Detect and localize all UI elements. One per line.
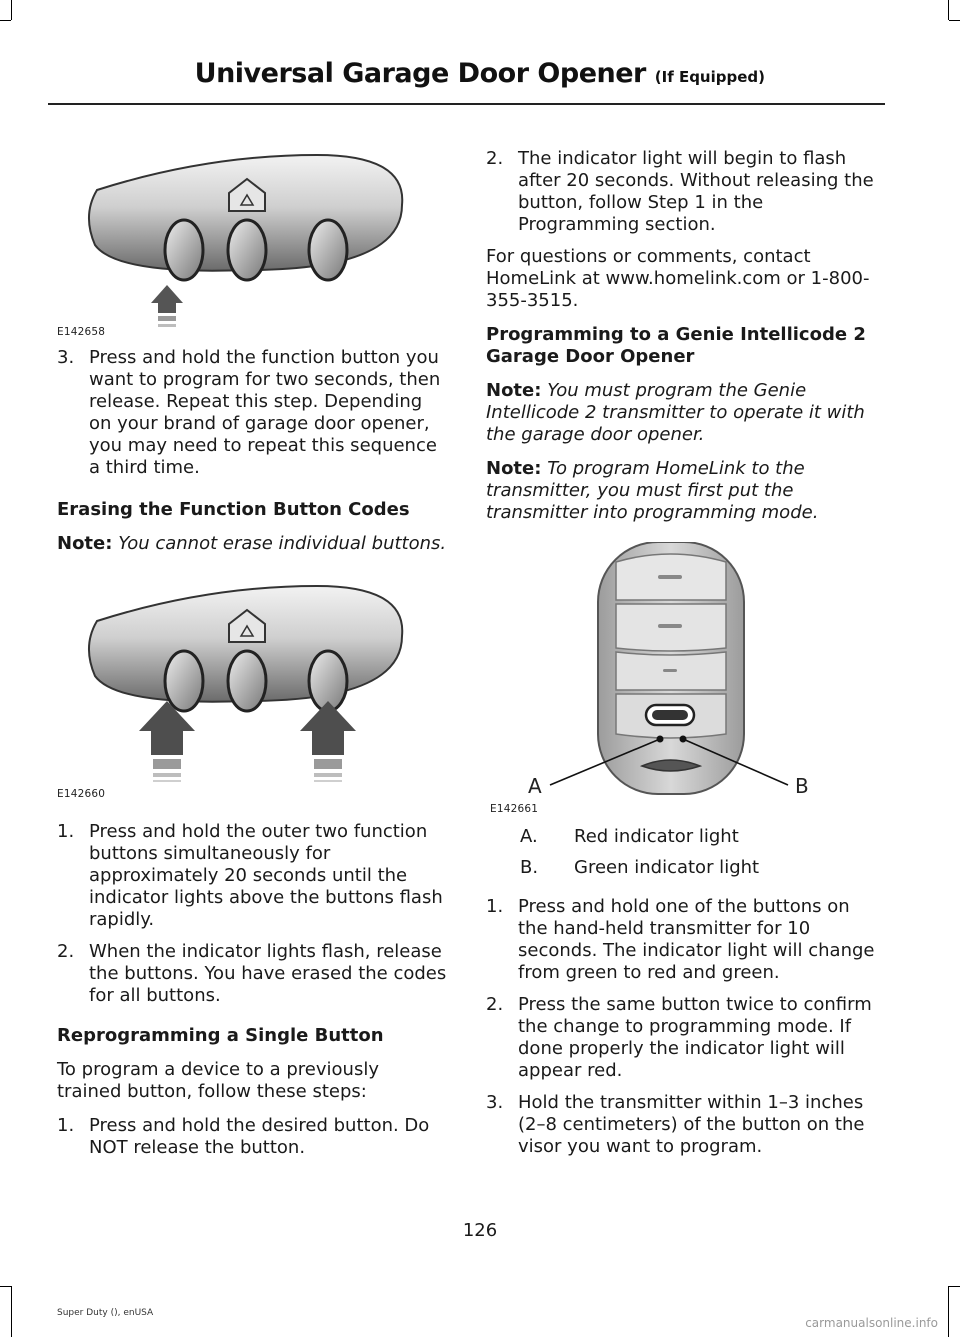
note-text: You must program the Genie Intellicode 2 transmitter to operate it with the garage door opener. <box>486 380 865 445</box>
crop-mark <box>0 20 11 21</box>
note <box>57 533 449 555</box>
right-column <box>486 148 882 1168</box>
list-item <box>57 941 449 1007</box>
list-item <box>486 994 882 1082</box>
figure-code: E142660 <box>57 788 106 800</box>
note <box>486 380 882 446</box>
note-text: To program HomeLink to the transmitter, you must first put the transmitter into programming mode. <box>486 458 819 523</box>
callout-label-a: A <box>528 774 542 798</box>
note-label: Note: <box>486 380 542 401</box>
genie-transmitter-figure <box>486 542 882 815</box>
left-column <box>57 135 449 1169</box>
legend-text: Red indicator light <box>574 826 739 847</box>
paragraph: To program a device to a previously trained button, follow these steps: <box>57 1059 379 1102</box>
step-number: 1. <box>57 821 75 842</box>
figure-code: E142658 <box>57 326 106 338</box>
homelink-figure-two-buttons <box>57 581 449 813</box>
note-text: You cannot erase individual buttons. <box>118 533 447 554</box>
figure-code: E142661 <box>490 803 539 815</box>
section-heading-reprogramming: Reprogramming a Single Button <box>57 1025 384 1046</box>
step-number: 2. <box>57 941 75 962</box>
contact-paragraph: For questions or comments, contact HomeLink at www.homelink.com or 1-800-355-3515. <box>486 246 870 311</box>
note-label: Note: <box>57 533 113 554</box>
crop-mark <box>949 1286 960 1287</box>
list-item <box>57 821 449 931</box>
crop-mark <box>948 0 949 20</box>
page-number: 126 <box>462 1220 498 1241</box>
note-label: Note: <box>486 458 542 479</box>
page-title-subtitle: (If Equipped) <box>654 68 765 86</box>
crop-mark <box>0 1286 11 1287</box>
crop-mark <box>11 0 12 20</box>
callout-label-b: B <box>795 774 809 798</box>
section-heading-genie: Programming to a Genie Intellicode 2 Garage Door Opener <box>486 324 866 367</box>
step-text: Press and hold the outer two function buttons simultaneously for approximately 20 seconds until the indicator lights above the buttons flash rapidly. <box>89 821 443 930</box>
footer-text: Super Duty (), enUSA <box>57 1308 154 1318</box>
note <box>486 458 882 524</box>
step-text: Press and hold the function button you want to program for two seconds, then release. Repeat this step. Depending on your brand of garage door opener, you may need to repeat this sequence a third time. <box>89 347 441 478</box>
crop-mark <box>948 1286 949 1337</box>
homelink-figure-one-button <box>57 135 449 338</box>
crop-mark <box>11 1286 12 1337</box>
genie-transmitter-illustration <box>486 542 882 804</box>
legend-letter: B. <box>520 857 539 878</box>
legend-letter: A. <box>520 826 538 847</box>
homelink-two-buttons-illustration <box>57 581 449 801</box>
step-text: Press and hold one of the buttons on the hand-held transmitter for 10 seconds. The indicator light will change from green to red and green. <box>518 896 875 983</box>
watermark: carmanualsonline.info <box>805 1316 938 1330</box>
list-item <box>486 148 882 236</box>
step-text: When the indicator lights flash, release the buttons. You have erased the codes for all buttons. <box>89 941 447 1006</box>
step-number: 2. <box>486 148 504 169</box>
step-number: 2. <box>486 994 504 1015</box>
step-number: 3. <box>57 347 75 368</box>
step-number: 3. <box>486 1092 504 1113</box>
page-title <box>0 58 765 89</box>
legend-item <box>486 857 882 888</box>
page-title-main: Universal Garage Door Opener <box>194 58 646 89</box>
step-text: The indicator light will begin to flash after 20 seconds. Without releasing the button, follow Step 1 in the Programming section. <box>518 148 874 235</box>
step-text: Press and hold the desired button. Do NOT release the button. <box>89 1115 430 1158</box>
legend-text: Green indicator light <box>574 857 760 878</box>
header-divider <box>48 103 885 105</box>
list-item <box>486 896 882 984</box>
list-item <box>57 347 449 479</box>
section-heading-erasing: Erasing the Function Button Codes <box>57 499 410 520</box>
legend-item <box>486 826 882 857</box>
step-number: 1. <box>486 896 504 917</box>
step-text: Press the same button twice to confirm the change to programming mode. If done properly the indicator light will appear red. <box>518 994 872 1081</box>
list-item <box>486 1092 882 1158</box>
crop-mark <box>949 20 960 21</box>
step-number: 1. <box>57 1115 75 1136</box>
homelink-one-button-illustration <box>57 135 449 335</box>
list-item <box>57 1115 449 1159</box>
step-text: Hold the transmitter within 1–3 inches (2–8 centimeters) of the button on the visor you want to program. <box>518 1092 865 1157</box>
